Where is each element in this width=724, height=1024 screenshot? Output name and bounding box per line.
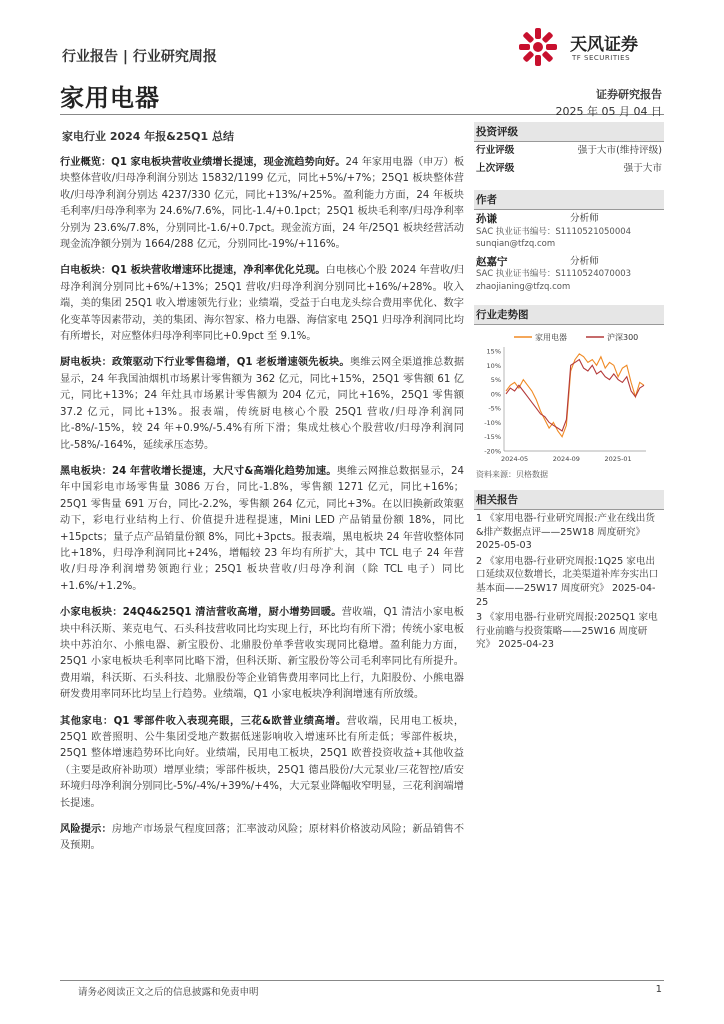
divider xyxy=(474,209,664,210)
rating-heading: 投资评级 xyxy=(474,122,664,141)
main-content xyxy=(60,155,464,865)
y-tick-label: 0% xyxy=(490,390,501,399)
y-tick-label: 10% xyxy=(486,361,501,370)
related-report-item[interactable]: 3 《家用电器-行业研究周报:2025Q1 家电行业前瞻与投资策略——25W16 周度研究》 2025-04-23 xyxy=(476,612,658,651)
sector-title: 家用电器 xyxy=(60,84,160,112)
paragraph-black-goods xyxy=(60,464,464,595)
author-role: 分析师 xyxy=(570,213,599,224)
author-sac: SAC 执业证书编号：S1110524070003 xyxy=(476,269,632,279)
paragraph-small-appliances xyxy=(60,605,464,703)
legend-label: 家用电器 xyxy=(535,333,567,342)
author-role: 分析师 xyxy=(570,255,599,267)
paragraph-other xyxy=(60,714,464,812)
paragraph-lead: 厨电板块：政策驱动下行业零售稳增，Q1 老板增速领先板块。 xyxy=(60,357,350,369)
x-tick-label: 2024-09 xyxy=(552,455,580,463)
paragraph-lead: 风险提示： xyxy=(60,824,112,836)
author-email[interactable]: zhaojianing@tfzq.com xyxy=(476,281,571,292)
paragraph-overview xyxy=(60,155,464,253)
trend-heading: 行业走势图 xyxy=(474,305,664,324)
y-tick-label: -15% xyxy=(484,433,501,442)
trend-chart-svg xyxy=(474,329,664,469)
author-block xyxy=(474,213,664,251)
paragraph-body: 营收端，民用电工板块，25Q1 欧普照明、公牛集团受地产数据低迷影响收入增速环比有所走低；零部件板块，25Q1 整体增速趋势环比向好。业绩端，民用电工板块，25Q1 欧普投资收益+其他收益（主要是政府补助项）增厚业绩；零部件板块，25Q1 德昌股份/大元泵业/三花智控/盾安环境归母净利润分别同比-5%/-4%/+39%/+4%，大元泵业降幅收窄明显，三花利润端增长提速。 xyxy=(60,715,465,809)
related-report-item[interactable]: 2 《家用电器-行业研究周报:1Q25 家电出口延续双位数增长，北美渠道补库夯实出口基本面——25W17 周度研究》 2025-04-25 xyxy=(476,555,659,608)
paragraph-kitchen xyxy=(60,355,464,453)
trend-chart xyxy=(474,329,664,469)
y-tick-label: -10% xyxy=(484,418,501,427)
paragraph-body: 奥维云网全渠道推总数据显示，24 年我国油烟机市场累计零售额为 362 亿元，同比+15%，25Q1 零售额 61 亿元，同比+13%；24 年灶具市场累计零售额为 204 亿元，同比+16%，25Q1 零售额 37.2 亿元，同比+13%。报表端，传统厨电核心个股 25Q1 营收/归母净利润同比-8%/-15%，较 24 年+0.9%/-5.4%有所下滑；集成灶核心个股营收/归母净利润同比-58%/-164%，延续承压态势。 xyxy=(60,357,465,451)
paragraph-lead: 白电板块：Q1 板块营收增速环比提速，净利率优化兑现。 xyxy=(60,265,326,277)
y-tick-label: 15% xyxy=(486,347,501,356)
y-tick-label: -20% xyxy=(484,447,501,456)
author-name: 孙谦 xyxy=(476,213,497,225)
rating-row-previous xyxy=(474,160,664,178)
report-subtitle: 家电行业 2024 年报&25Q1 总结 xyxy=(62,130,235,143)
related-report-item[interactable]: 1 《家用电器-行业研究周报:产业在线出货&排产数据点评——25W18 周度研究》 2025-05-03 xyxy=(476,513,655,552)
rating-value: 强于大市 xyxy=(623,163,662,174)
paragraph-white-goods xyxy=(60,263,464,345)
x-tick-label: 2025-01 xyxy=(604,455,632,463)
series-line xyxy=(506,360,644,431)
sidebar xyxy=(474,122,664,656)
rating-row-industry xyxy=(474,142,664,160)
paragraph-body: 房地产市场景气程度回落；汇率波动风险；原材料价格波动风险；新品销售不及预期。 xyxy=(60,824,465,852)
y-tick-label: 5% xyxy=(490,376,501,385)
author-heading: 作者 xyxy=(474,190,664,209)
divider xyxy=(474,324,664,325)
logo-text: 天风证券 xyxy=(570,35,638,55)
author-block xyxy=(474,256,664,294)
report-type: 行业报告 | 行业研究周报 xyxy=(62,49,217,65)
author-name: 赵嘉宁 xyxy=(476,255,508,268)
report-date: 2025 年 05 月 04 日 xyxy=(555,105,662,118)
chart-source: 资料来源：贝格数据 xyxy=(476,470,548,479)
legend-label: 沪深300 xyxy=(607,333,639,342)
x-tick-label: 2024-05 xyxy=(501,455,529,463)
y-tick-label: -5% xyxy=(488,404,501,413)
paragraph-lead: 小家电板块：24Q4&25Q1 清洁营收高增，厨小增势回暖。 xyxy=(60,607,342,619)
doc-label: 证券研究报告 xyxy=(596,88,662,101)
paragraph-lead: 行业概览：Q1 家电板块营收业绩增长提速，现金流趋势向好。 xyxy=(60,157,346,168)
paragraph-lead: 黑电板块：24 年营收增长提速，大尺寸&高端化趋势加速。 xyxy=(60,465,337,477)
rating-key: 上次评级 xyxy=(476,163,515,174)
footer-disclaimer[interactable]: 请务必阅读正文之后的信息披露和免责申明 xyxy=(78,987,259,998)
paragraph-risk xyxy=(60,822,464,855)
paragraph-body: 24 年家用电器（申万）板块整体营收/归母净利润分别达 15832/1199 亿元，同比+5%/+7%；25Q1 板块整体营收/归母净利润分别达 4237/330 亿元，同比+13%/+25%。盈利能力方面，24 年板块毛利率/归母净利率为 24.6%/7.6%，同比-1.4/+0.1pct；25Q1 板块毛利率/归母净利率分别为 23.6%/7.8%，分别同比-1.6/+0.7pct。现金流方面，24 年/25Q1 板块经营活动现金流净额分别为 1664/288 亿元，分别同比-19%/+116%。 xyxy=(60,157,465,251)
author-email[interactable]: sunqian@tfzq.com xyxy=(476,239,556,249)
paragraph-body: 奥维云网推总数据显示，24 年中国彩电市场零售量 3086 万台，同比-1.8%，零售额 1271 亿元，同比+16%；25Q1 零售量 691 万台，同比-2.2%，零售额 264 亿元，同比+3%。在以旧换新政策驱动下，彩电行业结构上行、价值提升进程提速，Mini LED 产品销量份额 18%，同比+15pcts；量子点产品销量份额 8%，同比+3pcts。报表端，黑电板块 24 年营收整体同比+18%，归母净利润同比+24%，增幅较 23 年均有所扩大，其中 TCL 电子 24 年营收/归母净利润增势领跑行业；25Q1 板块营收/归母净利润（除 TCL 电子）同比+1.6%/+1.2%。 xyxy=(60,465,465,592)
rating-value: 强于大市(维持评级) xyxy=(577,145,662,156)
related-list xyxy=(474,510,664,656)
related-heading: 相关报告 xyxy=(474,490,664,509)
paragraph-body: 白电核心个股 2024 年营收/归母净利润分别同比+6%/+13%；25Q1 营收/归母净利润分别同比+16%/+28%。收入端，美的集团 25Q1 收入增速领先行业；业绩端，受益于白电龙头综合费用率优化、数字化变革等因素带动，美的集团、海尔智家、格力电器、海信家电 25Q1 归母净利润同比均有所增长，对应整体归母净利率同比+0.9pct 至 9.1%。 xyxy=(60,265,464,343)
rating-key: 行业评级 xyxy=(476,145,515,156)
logo-subtext: TF SECURITIES xyxy=(572,54,631,62)
page-number: 1 xyxy=(655,984,662,995)
paragraph-lead: 其他家电：Q1 零部件收入表现亮眼，三花&欧普业绩高增。 xyxy=(60,715,347,727)
footer-divider xyxy=(60,980,664,981)
paragraph-body: 营收端，Q1 清洁小家电板块中科沃斯、莱克电气、石头科技营收同比均实现上行，环比均有所下滑；传统小家电板块中苏泊尔、小熊电器、新宝股份、北鼎股份单季营收实现同比稳增。盈利能力方面，25Q1 小家电板块毛利率同比略下滑，但科沃斯、新宝股份等公司毛利率同比有所提升。费用端，科沃斯、石头科技、北鼎股份等企业销售费用率同比上行，九阳股份、小熊电器研发费用率同环比均呈上行趋势。业绩端，Q1 小家电板块净利润增速有所放缓。 xyxy=(60,607,464,701)
author-sac: SAC 执业证书编号：S1110521050004 xyxy=(476,226,632,237)
